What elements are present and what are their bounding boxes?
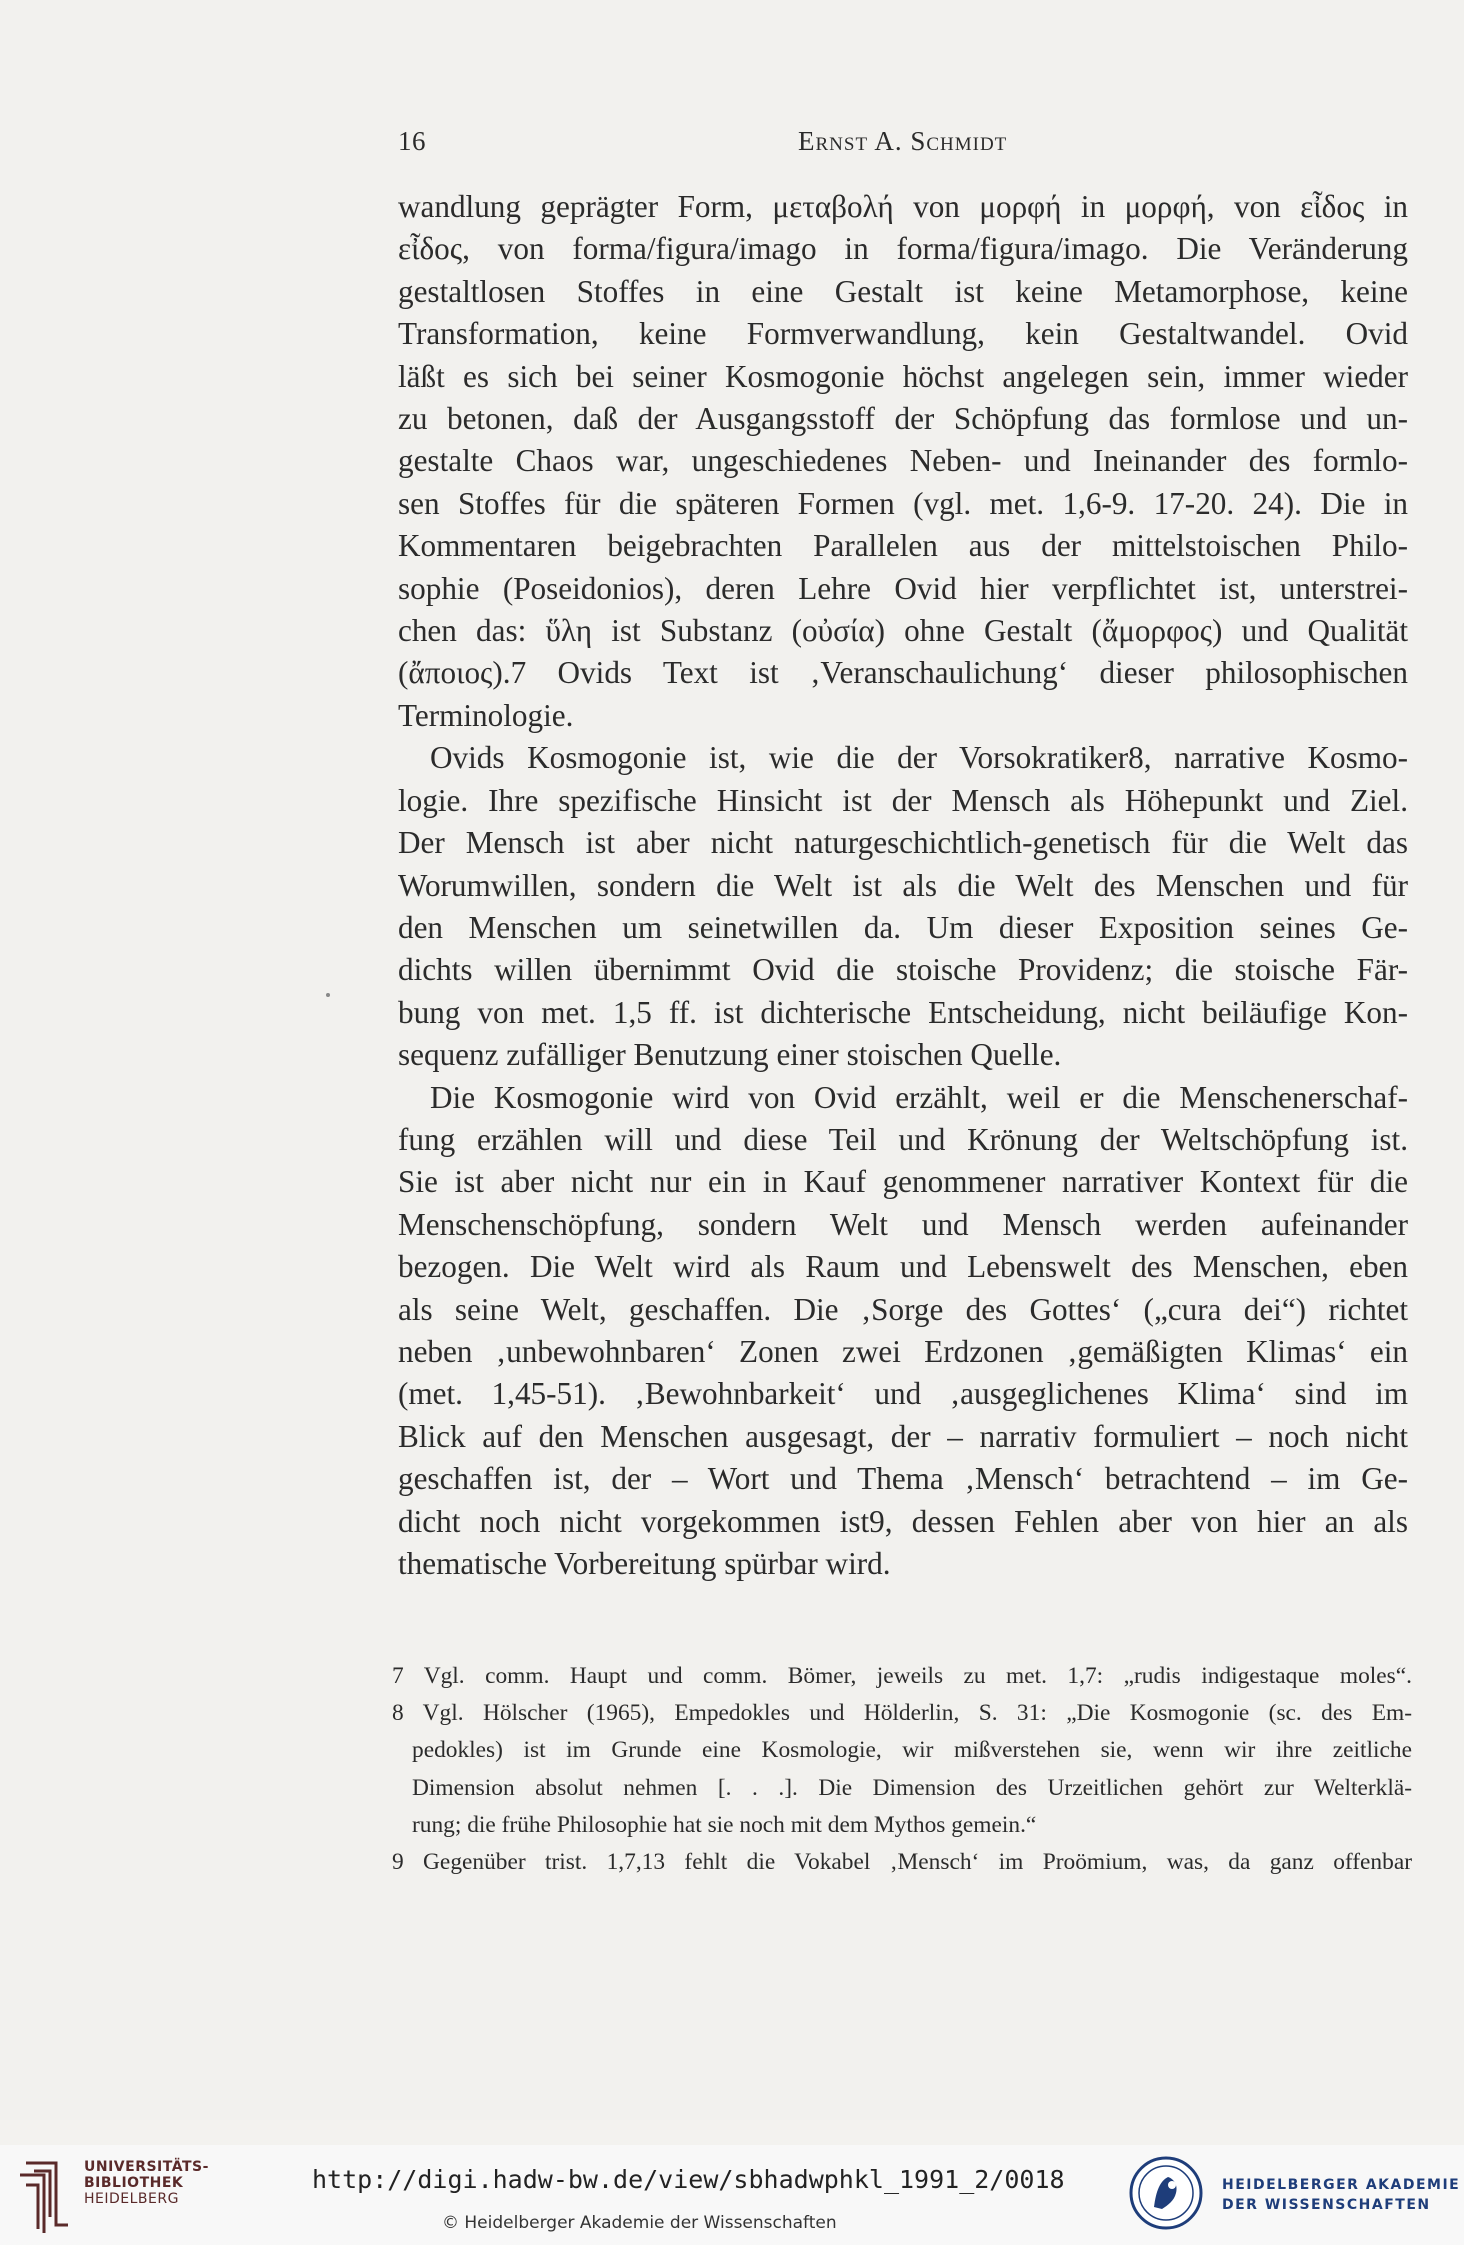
text-line: bezogen. Die Welt wird als Raum und Lebenswelt des Menschen, eben (398, 1249, 1408, 1285)
text-line: Terminologie. (398, 697, 574, 733)
text-line: gestalte Chaos war, ungeschiedenes Neben- und Ineinander des formlo- (398, 443, 1408, 479)
text-line: wandlung geprägter Form, μεταβολή von μορφή in μορφή, von εἶδος in (398, 189, 1408, 224)
paragraph-3 (398, 1077, 1408, 1586)
text-line: gestaltlosen Stoffes in eine Gestalt ist keine Metamorphose, keine (398, 273, 1408, 309)
text-line: chen das: ὕλη ist Substanz (οὐσία) ohne Gestalt (ἄμορφος) und Qualität (398, 613, 1408, 649)
academy-seal-icon (1128, 2155, 1204, 2231)
text-line: sophie (Poseidonios), deren Lehre Ovid hier verpflichtet ist, unterstrei- (398, 570, 1408, 606)
text-line: fung erzählen will und diese Teil und Krönung der Weltschöpfung ist. (398, 1121, 1408, 1157)
paragraph-2 (398, 737, 1408, 1076)
text-line: dichts willen übernimmt Ovid die stoische Providenz; die stoische Fär- (398, 952, 1408, 988)
footnote-9: 9 Gegenüber trist. 1,7,13 fehlt die Vokabel ‚Mensch‘ im Proömium, was, da ganz offenbar (392, 1849, 1412, 1876)
text-line: Menschenschöpfung, sondern Welt und Mensch werden aufeinander (398, 1206, 1408, 1242)
text-line: Die Kosmogonie wird von Ovid erzählt, weil er die Menschenerschaf- (430, 1079, 1408, 1115)
digitization-footer (0, 2145, 1464, 2245)
text-line: neben ‚unbewohnbaren‘ Zonen zwei Erdzonen ‚gemäßigten Klimas‘ ein (398, 1333, 1408, 1369)
text-line: Der Mensch ist aber nicht naturgeschichtlich-genetisch für die Welt das (398, 825, 1408, 861)
text-line: sequenz zufälliger Benutzung einer stoischen Quelle. (398, 1037, 1062, 1073)
text-line: bung von met. 1,5 ff. ist dichterische Entscheidung, nicht beiläufige Kon- (398, 994, 1408, 1030)
scan-speck (326, 993, 330, 997)
running-header (398, 126, 1408, 166)
text-line: geschaffen ist, der – Wort und Thema ‚Mensch‘ betrachtend – im Ge- (398, 1461, 1408, 1497)
text-line: Kommentaren beigebrachten Parallelen aus der mittelstoischen Philo- (398, 528, 1408, 564)
university-library-name: UNIVERSITÄTS- BIBLIOTHEK HEIDELBERG (84, 2159, 209, 2207)
text-line: Blick auf den Menschen ausgesagt, der – narrativ formuliert – noch nicht (398, 1418, 1408, 1454)
footnote-8-line: pedokles) ist im Grunde eine Kosmologie, wir mißverstehen sie, wenn wir ihre zeitliche (412, 1737, 1412, 1764)
text-line: thematische Vorbereitung spürbar wird. (398, 1546, 891, 1581)
footnote-8: 8 Vgl. Hölscher (1965), Empedokles und Hölderlin, S. 31: „Die Kosmogonie (sc. des Em- (392, 1700, 1412, 1727)
text-line: εἶδος, von forma/figura/imago in forma/figura/imago. Die Veränderung (398, 231, 1408, 267)
text-line: sen Stoffes für die späteren Formen (vgl. met. 1,6-9. 17-20. 24). Die in (398, 485, 1408, 521)
text-line: als seine Welt, geschaffen. Die ‚Sorge des Gottes‘ („cura dei“) richtet (398, 1291, 1408, 1327)
page-number: 16 (398, 126, 426, 156)
university-library-logo-icon (16, 2155, 78, 2235)
text-line: (met. 1,45-51). ‚Bewohnbarkeit‘ und ‚ausgeglichenes Klima‘ sind im (398, 1376, 1408, 1412)
main-text (398, 186, 1408, 1585)
footnote-8-line: Dimension absolut nehmen [. . .]. Die Dimension des Urzeitlichen gehört zur Welterklä- (412, 1774, 1412, 1801)
permalink-url[interactable]: http://digi.hadw-bw.de/view/sbhadwphkl_1991_2/0018 (312, 2165, 1065, 2194)
text-line: (ἄποιος).7 Ovids Text ist ‚Veranschaulichung‘ dieser philosophischen (398, 655, 1408, 691)
text-line: läßt es sich bei seiner Kosmogonie höchst angelegen sein, immer wieder (398, 358, 1408, 394)
academy-name: HEIDELBERGER AKADEMIE DER WISSENSCHAFTEN (1222, 2177, 1461, 2213)
text-line: zu betonen, daß der Ausgangsstoff der Schöpfung das formlose und un- (398, 401, 1408, 437)
text-line: Ovids Kosmogonie ist, wie die der Vorsokratiker8, narrative Kosmo- (430, 740, 1408, 776)
running-head-author: Ernst A. Schmidt (798, 126, 1008, 156)
paragraph-1 (398, 186, 1408, 737)
text-line: Worumwillen, sondern die Welt ist als die Welt des Menschen und für (398, 867, 1408, 903)
copyright-notice: © Heidelberger Akademie der Wissenschaften (442, 2213, 837, 2233)
text-line: den Menschen um seinetwillen da. Um dieser Exposition seines Ge- (398, 909, 1408, 945)
footnote-8-line: rung; die frühe Philosophie hat sie noch mit dem Mythos gemein.“ (412, 1811, 1037, 1838)
text-line: Transformation, keine Formverwandlung, kein Gestaltwandel. Ovid (398, 316, 1408, 352)
text-line: logie. Ihre spezifische Hinsicht ist der Mensch als Höhepunkt und Ziel. (398, 782, 1408, 818)
text-line: Sie ist aber nicht nur ein in Kauf genommener narrativer Kontext für die (398, 1164, 1408, 1200)
footnote-7: 7 Vgl. comm. Haupt und comm. Bömer, jeweils zu met. 1,7: „rudis indigestaque moles“. (392, 1663, 1412, 1689)
text-line: dicht noch nicht vorgekommen ist9, dessen Fehlen aber von hier an als (398, 1503, 1408, 1539)
footnotes (392, 1658, 1412, 1881)
